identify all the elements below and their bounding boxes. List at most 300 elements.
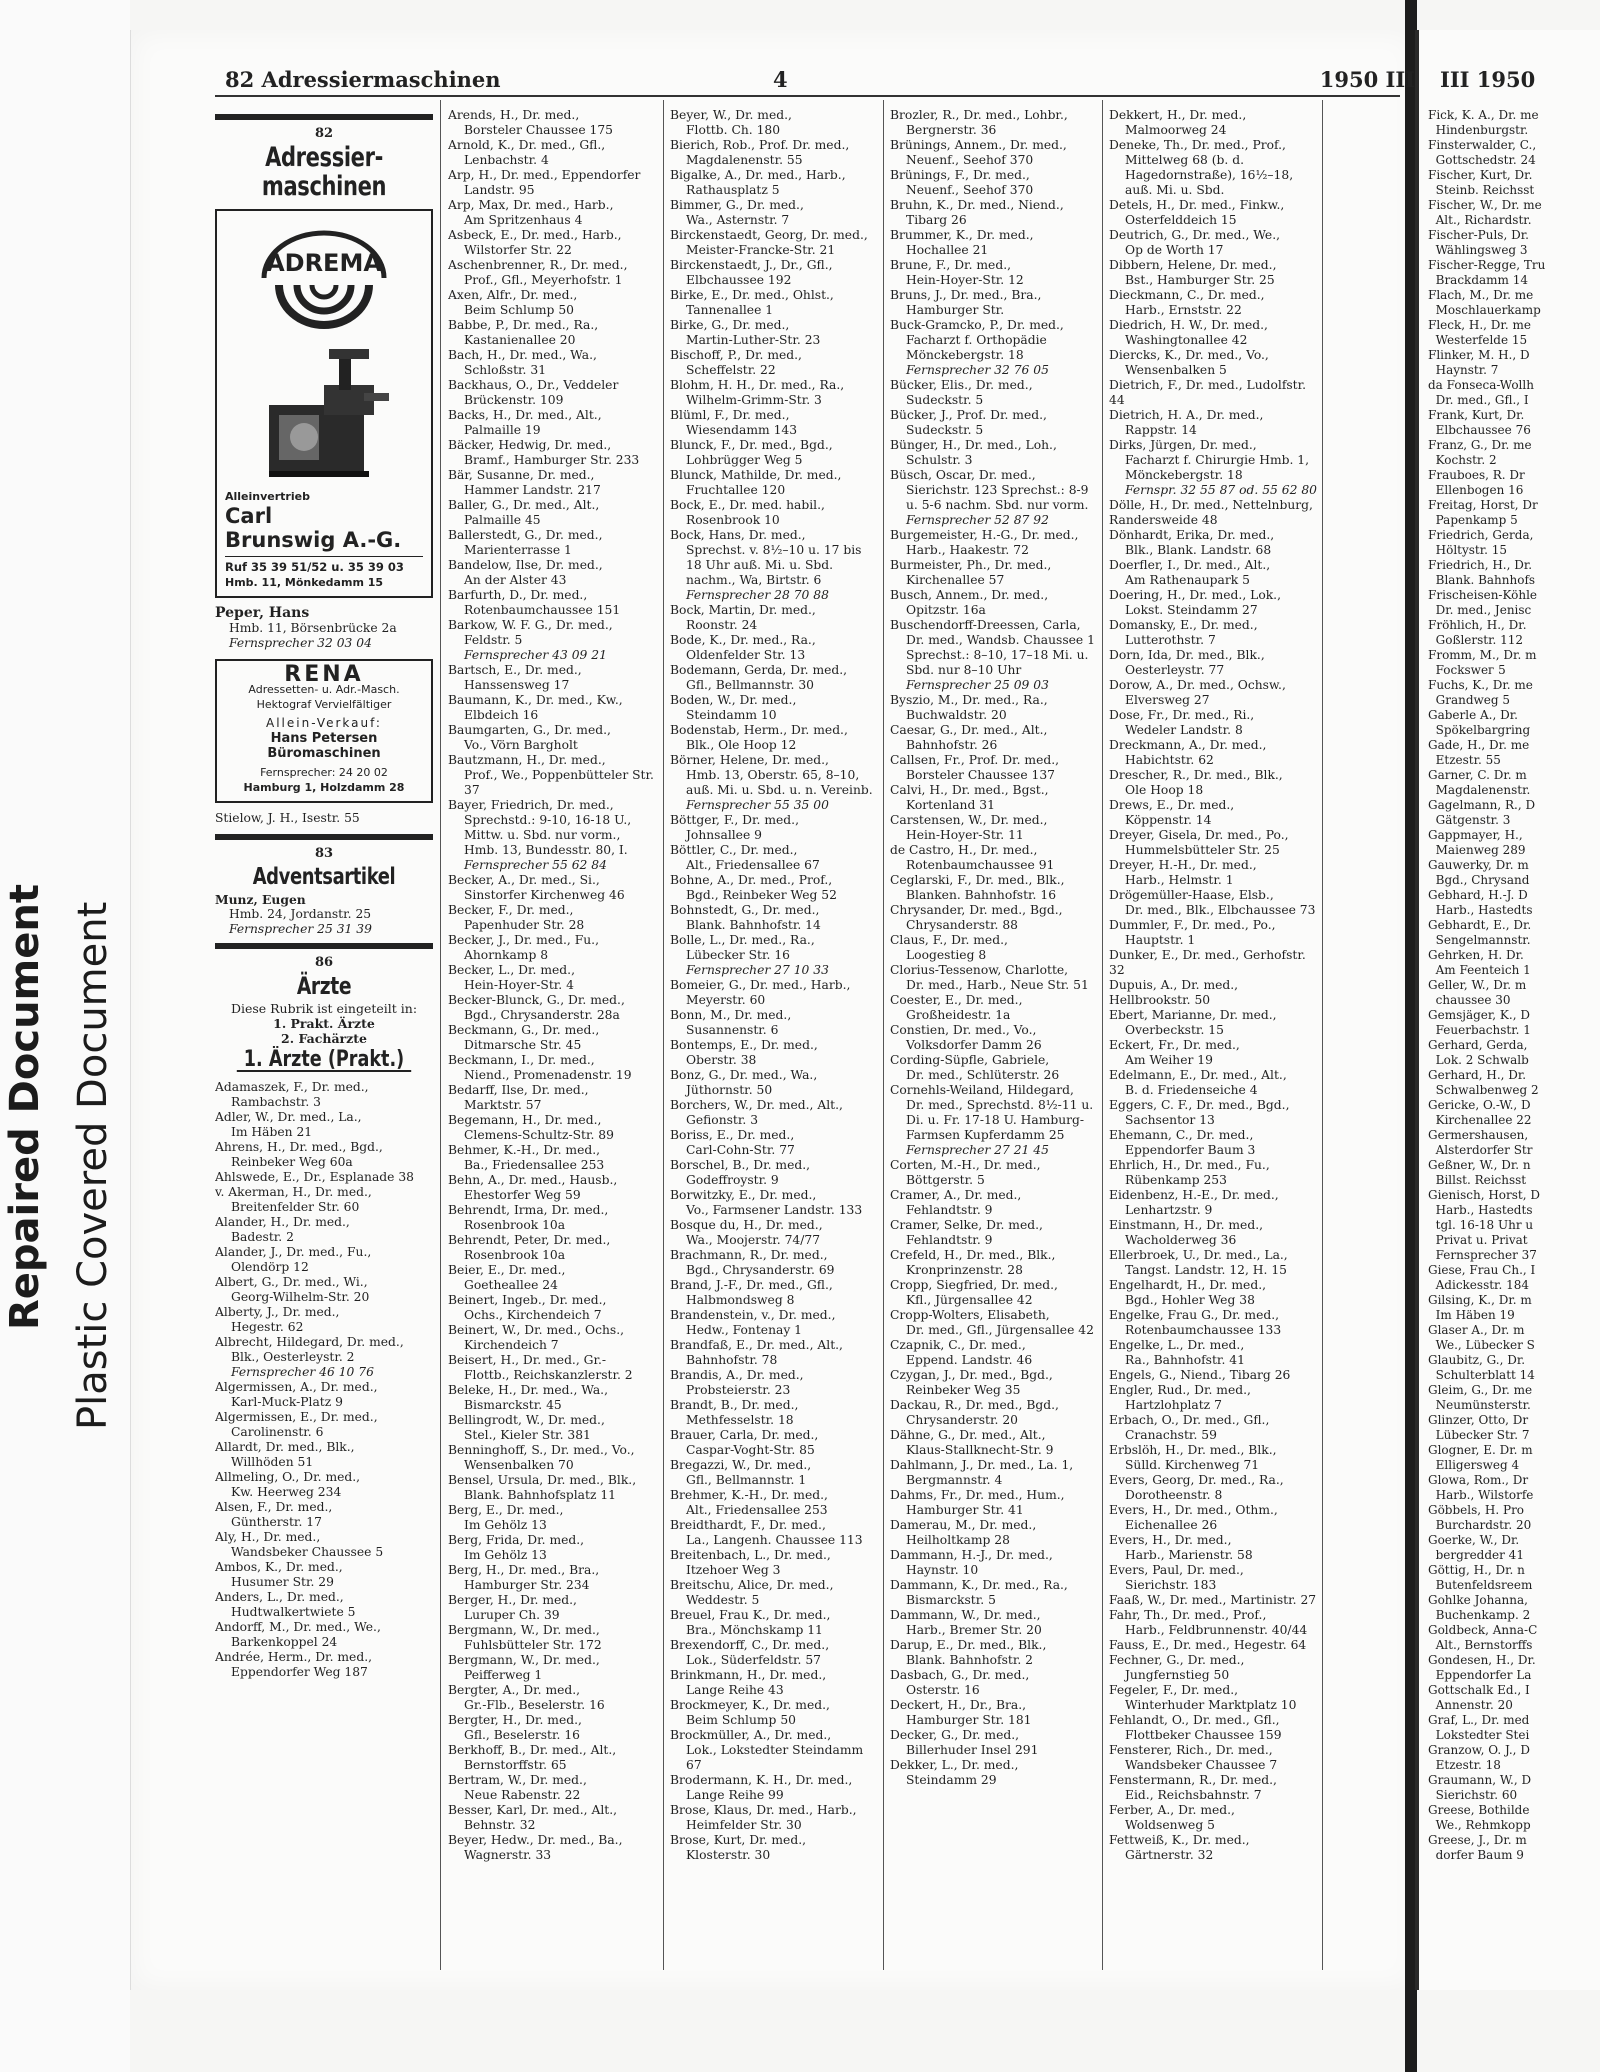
directory-entry (890, 1488, 1098, 1518)
entry-address: Bramf., Hamburger Str. 233 (464, 453, 640, 467)
directory-entry-fragment: We., Rehmkopp (1428, 1818, 1531, 1832)
entry-name: Bode, K., Dr. med., Ra., (670, 633, 816, 647)
entry-address: Carolinenstr. 6 (231, 1425, 324, 1439)
directory-entry-fragment: Goldbeck, Anna-C (1428, 1623, 1538, 1637)
directory-entry-fragment: Fick, K. A., Dr. me (1428, 108, 1539, 122)
entry-address: Dr. med., Schlüterstr. 26 (906, 1068, 1060, 1082)
directory-entry-fragment: Westerfelde 15 (1428, 333, 1528, 347)
directory-entry (890, 1143, 1098, 1158)
entry-address: Rotenbaumchaussee 133 (1125, 1323, 1282, 1337)
directory-entry-fragment: Geller, W., Dr. m (1428, 978, 1527, 992)
entry-name: Doering, H., Dr. med., Lok., (1109, 588, 1281, 602)
entry-address: Probsteierstr. 23 (686, 1383, 791, 1397)
directory-entry-fragment: Greese, J., Dr. m (1428, 1833, 1527, 1847)
entry-address: Bgd., Hohler Weg 38 (1125, 1293, 1255, 1307)
directory-entry-fragment: tgl. 16-18 Uhr u (1428, 1218, 1534, 1232)
entry-name: Bock, E., Dr. med. habil., (670, 498, 825, 512)
directory-entry (670, 438, 878, 468)
directory-entry-fragment: Eppendorfer La (1428, 1668, 1532, 1682)
directory-entry (215, 1410, 433, 1440)
directory-entry (448, 1503, 658, 1533)
entry-address: Ehestorfer Weg 59 (464, 1188, 581, 1202)
entry-name: Fernsprecher 25 09 03 (906, 678, 1049, 692)
section-82-number: 82 (314, 126, 334, 141)
entry-name: Berg, Frida, Dr. med., (448, 1533, 585, 1547)
directory-entry (448, 993, 658, 1023)
directory-entry (670, 1038, 878, 1068)
entry-address: Bahnhofstr. 78 (686, 1353, 778, 1367)
directory-entry-fragment: Gätgenstr. 3 (1428, 813, 1511, 827)
directory-entry (890, 1608, 1098, 1638)
entry-address: Cranachstr. 59 (1125, 1428, 1217, 1442)
entry-address: Lok., Lokstedter Steindamm 67 (686, 1743, 864, 1772)
directory-entry-fragment: Gauwerky, Dr. m (1428, 858, 1529, 872)
entry-name: Dammann, K., Dr. med., Ra., (890, 1578, 1068, 1592)
entry-name: Allmeling, O., Dr. med., (215, 1470, 361, 1484)
entry-address: Rosenbrook 10 (686, 513, 780, 527)
listing-name: Munz, Eugen (215, 892, 306, 907)
directory-entry (670, 1008, 878, 1038)
entry-address: Bra., Mönchskamp 11 (686, 1623, 823, 1637)
entry-name: Bellingrodt, W., Dr. med., (448, 1413, 605, 1427)
directory-entry (1109, 618, 1317, 648)
directory-entry (670, 978, 878, 1008)
directory-entry-fragment: Kirchenallee 22 (1428, 1113, 1532, 1127)
entry-name: Bergmann, W., Dr. med., (448, 1623, 600, 1637)
directory-entry (215, 1170, 433, 1185)
adrema-advertisement (215, 209, 433, 598)
directory-entry-fragment: Papenkamp 5 (1428, 513, 1518, 527)
directory-entry-fragment: Flach, M., Dr. me (1428, 288, 1534, 302)
directory-entry (448, 723, 658, 753)
entry-address: Bismarckstr. 5 (906, 1593, 996, 1607)
rena-line: Hektograf Vervielfältiger (256, 698, 392, 711)
entry-name: Dölle, H., Dr. med., Nettelnburg, Randersweide 48 (1109, 498, 1313, 527)
directory-entry (670, 228, 878, 258)
entry-address: Brückenstr. 109 (464, 393, 564, 407)
directory-entry (890, 1638, 1098, 1668)
directory-entry-fragment: Bgd., Chrysand (1428, 873, 1530, 887)
directory-entry (448, 228, 658, 258)
directory-entry (448, 648, 658, 663)
directory-entry (890, 408, 1098, 438)
directory-entry (1109, 483, 1317, 498)
entry-address: Johnsallee 9 (686, 828, 762, 842)
directory-entry-fragment: Goerke, W., Dr. (1428, 1533, 1520, 1547)
entry-name: Dieckmann, C., Dr. med., (1109, 288, 1265, 302)
entry-address: Flottb. Ch. 180 (686, 123, 781, 137)
directory-entry-fragment: Fischer, Kurt, Dr. (1428, 168, 1533, 182)
entry-address: Rübenkamp 253 (1125, 1173, 1227, 1187)
entry-address: Wilhelm-Grimm-Str. 3 (686, 393, 822, 407)
entry-name: Brexendorff, C., Dr. med., (670, 1638, 830, 1652)
entry-address: Lenbachstr. 4 (464, 153, 549, 167)
directory-entry (448, 1323, 658, 1353)
entry-name: Ahrens, H., Dr. med., Bgd., (215, 1140, 383, 1154)
entry-address: Overbeckstr. 15 (1125, 1023, 1224, 1037)
entry-address: Rotenbaumchaussee 151 (464, 603, 621, 617)
entry-name: Brauer, Carla, Dr. med., (670, 1428, 819, 1442)
section-rule (215, 943, 433, 949)
entry-address: Ochs., Kirchendeich 7 (464, 1308, 602, 1322)
directory-entry-fragment: Harb., Hastedts (1428, 1203, 1533, 1217)
entry-name: Bautzmann, H., Dr. med., (448, 753, 606, 767)
entry-name: Dreckmann, A., Dr. med., (1109, 738, 1267, 752)
entry-name: Bonn, M., Dr. med., (670, 1008, 792, 1022)
directory-entry-fragment: Ellenbogen 16 (1428, 483, 1524, 497)
listing-phone: Fernsprecher 25 31 39 (229, 922, 372, 936)
directory-entry (1109, 1188, 1317, 1218)
entry-address: Sinstorfer Kirchenweg 46 (464, 888, 625, 902)
entry-name: Bergter, H., Dr. med., (448, 1713, 582, 1727)
entry-address: Hein-Hoyer-Str. 12 (906, 273, 1024, 287)
entry-name: Engels, G., Niend., Tibarg 26 (1109, 1368, 1291, 1382)
entry-address: Harb., Haakestr. 72 (906, 543, 1029, 557)
directory-entry (448, 873, 658, 903)
directory-entry (1109, 1833, 1317, 1863)
directory-entry (670, 1728, 878, 1773)
directory-entry (670, 1188, 878, 1218)
entry-address: Ra., Bahnhofstr. 41 (1125, 1353, 1245, 1367)
entry-address: Lutterothstr. 7 (1125, 633, 1216, 647)
entry-name: Bayer, Friedrich, Dr. med., (448, 798, 614, 812)
entry-address: Prof., Gfl., Meyerhofstr. 1 (464, 273, 623, 287)
entry-address: Fehlandtstr. 9 (906, 1233, 993, 1247)
entry-name: Bodenstab, Herm., Dr. med., (670, 723, 848, 737)
entry-name: Borchers, W., Dr. med., Alt., (670, 1098, 843, 1112)
entry-name: Fechner, G., Dr. med., (1109, 1653, 1245, 1667)
directory-entry (890, 1023, 1098, 1053)
directory-entry (1109, 588, 1317, 618)
directory-entry (890, 1278, 1098, 1308)
directory-entry-fragment: Graumann, W., D (1428, 1773, 1532, 1787)
entry-name: Brachmann, R., Dr. med., (670, 1248, 828, 1262)
entry-name: Einstmann, H., Dr. med., (1109, 1218, 1264, 1232)
directory-entry (448, 258, 658, 288)
running-head (225, 67, 1415, 107)
entry-address: Wensenbalken 70 (464, 1458, 574, 1472)
entry-address: Lok., Süderfeldstr. 57 (686, 1653, 821, 1667)
entry-name: Byszio, M., Dr. med., Ra., (890, 693, 1048, 707)
entry-address: Roonstr. 24 (686, 618, 758, 632)
entry-address: Beim Schlump 50 (464, 303, 574, 317)
directory-entry (670, 963, 878, 978)
directory-entry (890, 363, 1098, 378)
entry-name: Bolle, L., Dr. med., Ra., (670, 933, 815, 947)
directory-entry (890, 783, 1098, 813)
directory-entry (1109, 1743, 1317, 1773)
entry-name: Dunker, E., Dr. med., Gerhofstr. 32 (1109, 948, 1306, 977)
directory-entry (670, 1128, 878, 1158)
directory-entry-fragment: Alt., Richardstr. (1428, 213, 1532, 227)
entry-name: Erbach, O., Dr. med., Gfl., (1109, 1413, 1270, 1427)
directory-entry (215, 1335, 433, 1365)
directory-entry-fragment: Fröhlich, H., Dr. (1428, 618, 1527, 632)
entry-name: Bontemps, E., Dr. med., (670, 1038, 818, 1052)
entry-name: Diedrich, H. W., Dr. med., (1109, 318, 1268, 332)
entry-address: Harb., Helmstr. 1 (1125, 873, 1234, 887)
running-head-right: 1950 III (1319, 67, 1415, 92)
directory-entry-fragment: Magdalenenstr. (1428, 783, 1531, 797)
entry-name: Fernsprecher 28 70 88 (686, 588, 829, 602)
directory-entry (1109, 738, 1317, 768)
entry-address: Luruper Ch. 39 (464, 1608, 560, 1622)
entry-address: Dr. med., Harb., Neue Str. 51 (906, 978, 1089, 992)
directory-entry (448, 588, 658, 618)
entry-address: Scheffelstr. 22 (686, 363, 776, 377)
directory-entry-fragment: Franz, G., Dr. me (1428, 438, 1532, 452)
directory-entry (448, 1473, 658, 1503)
directory-entry-fragment: Fuchs, K., Dr. me (1428, 678, 1533, 692)
directory-entry (670, 1803, 878, 1833)
directory-entry-fragment: Gleim, G., Dr. me (1428, 1383, 1533, 1397)
entry-name: Ambos, K., Dr. med., (215, 1560, 343, 1574)
directory-entry (215, 1245, 433, 1275)
directory-entry (890, 678, 1098, 693)
entry-name: Brandfaß, E., Dr. med., Alt., (670, 1338, 843, 1352)
directory-entry (1109, 918, 1317, 948)
entry-name: Bünger, H., Dr. med., Loh., (890, 438, 1057, 452)
entry-name: Barfurth, D., Dr. med., (448, 588, 588, 602)
entry-address: Stel., Kieler Str. 381 (464, 1428, 591, 1442)
entry-address: Dorotheenstr. 8 (1125, 1488, 1223, 1502)
entry-address: Blk., Oesterleystr. 2 (231, 1350, 355, 1364)
directory-entry-fragment: Sengelmannstr. (1428, 933, 1531, 947)
directory-entry (1109, 1008, 1317, 1038)
entry-address: Hochallee 21 (906, 243, 989, 257)
directory-entry-fragment: Finsterwalder, C., (1428, 138, 1537, 152)
section-rule (215, 834, 433, 840)
ad-vertrieb: Alleinvertrieb (225, 490, 310, 503)
directory-entry-fragment: da Fonseca-Wollh (1428, 378, 1534, 392)
entry-address: Carl-Cohn-Str. 77 (686, 1143, 795, 1157)
directory-entry (1109, 1533, 1317, 1563)
entry-name: Aly, H., Dr. med., (215, 1530, 321, 1544)
directory-entry (1109, 1098, 1317, 1128)
entry-name: Ebert, Marianne, Dr. med., (1109, 1008, 1277, 1022)
directory-entry-fragment: Billst. Reichsst (1428, 1173, 1527, 1187)
entry-name: Brandenstein, v., Dr. med., (670, 1308, 836, 1322)
directory-entry-fragment: Etzestr. 18 (1428, 1758, 1501, 1772)
entry-address: Oberstr. 38 (686, 1053, 757, 1067)
entry-name: Diercks, K., Dr. med., Vo., (1109, 348, 1269, 362)
entry-address: Kfl., Jürgensallee 42 (906, 1293, 1033, 1307)
directory-entry-fragment: Gottschedstr. 24 (1428, 153, 1536, 167)
entry-list (1109, 108, 1317, 1863)
entry-name: Brockmüller, A., Dr. med., (670, 1728, 832, 1742)
entry-name: Becker, L., Dr. med., (448, 963, 575, 977)
entry-name: Fernspr. 32 55 87 od. 55 62 80 (1125, 483, 1317, 497)
directory-entry-fragment: Fischer-Puls, Dr. (1428, 228, 1529, 242)
entry-name: Engler, Rud., Dr. med., (1109, 1383, 1251, 1397)
entry-address: Tannenallee 1 (686, 303, 774, 317)
entry-address: Itzehoer Weg 3 (686, 1563, 781, 1577)
directory-entry (1109, 948, 1317, 978)
directory-entry (215, 1080, 433, 1110)
adrema-logo-icon (249, 223, 399, 333)
column-2 (448, 108, 658, 1988)
entry-address: Rambachstr. 3 (231, 1095, 321, 1109)
directory-entry-fragment: Gerhard, H., Dr. (1428, 1068, 1527, 1082)
directory-entry-fragment: bergredder 41 (1428, 1548, 1524, 1562)
directory-entry (448, 1683, 658, 1713)
listing-address: Hmb. 11, Börsenbrücke 2a (229, 621, 397, 635)
entry-address: Feldstr. 5 (464, 633, 523, 647)
entry-list (890, 108, 1098, 1788)
directory-entry (890, 228, 1098, 258)
directory-entry (890, 258, 1098, 288)
directory-entry-fragment: Alsterdorfer Str (1428, 1143, 1533, 1157)
directory-entry (1109, 378, 1317, 408)
directory-entry (670, 408, 878, 438)
entry-name: Andrée, Herm., Dr. med., (215, 1650, 373, 1664)
directory-entry-fragment: Glogner, E. Dr. m (1428, 1443, 1533, 1457)
entry-address: Weddestr. 5 (686, 1593, 760, 1607)
directory-entry (1109, 648, 1317, 678)
entry-address: Neue Rabenstr. 22 (464, 1788, 581, 1802)
adjacent-column (1428, 108, 1600, 1988)
entry-address: Eichenallee 26 (1125, 1518, 1218, 1532)
directory-entry (670, 588, 878, 603)
directory-entry (890, 933, 1098, 963)
entry-address: Sachsentor 13 (1125, 1113, 1215, 1127)
directory-entry-fragment: Elligersweg 4 (1428, 1458, 1520, 1472)
entry-address: Sprechstd.: 9-10, 16-18 U., Mittw. u. Sbd. nur vorm., Hmb. 13, Bundesstr. 80, I. (464, 813, 632, 857)
directory-entry (890, 1668, 1098, 1698)
entry-address: Rathausplatz 5 (686, 183, 780, 197)
entry-address: Borsteler Chaussee 137 (906, 768, 1055, 782)
directory-entry (670, 348, 878, 378)
entry-name: Brose, Kurt, Dr. med., (670, 1833, 807, 1847)
section-83-title: Adventsartikel (252, 864, 396, 890)
entry-address: Reinbeker Weg 60a (231, 1155, 353, 1169)
entry-address: An der Alster 43 (464, 573, 567, 587)
entry-name: Caesar, G., Dr. med., Alt., (890, 723, 1048, 737)
entry-name: Dahms, Fr., Dr. med., Hum., (890, 1488, 1065, 1502)
entry-address: Hein-Hoyer-Str. 4 (464, 978, 574, 992)
entry-address: Güntherstr. 17 (231, 1515, 322, 1529)
section-86-number: 86 (314, 955, 334, 970)
directory-entry (890, 1698, 1098, 1728)
directory-entry (1109, 1338, 1317, 1368)
entry-name: Brozler, R., Dr. med., Lohbr., (890, 108, 1068, 122)
entry-name: Beyer, W., Dr. med., (670, 108, 792, 122)
entry-name: Bartsch, E., Dr. med., (448, 663, 582, 677)
directory-entry (890, 1158, 1098, 1188)
entry-address: Karl-Muck-Platz 9 (231, 1395, 343, 1409)
entry-name: Bücker, Elis., Dr. med., (890, 378, 1033, 392)
directory-entry (890, 1458, 1098, 1488)
entry-address: Wacholderweg 36 (1125, 1233, 1237, 1247)
entry-address: Gr.-Flb., Beselerstr. 16 (464, 1698, 605, 1712)
directory-entry (890, 468, 1098, 513)
entry-name: Bach, H., Dr. med., Wa., (448, 348, 597, 362)
entry-name: Brehmer, K.-H., Dr. med., (670, 1488, 828, 1502)
entry-name: de Castro, H., Dr. med., (890, 843, 1038, 857)
entry-address: Dr. med., Blk., Elbchaussee 73 (1125, 903, 1316, 917)
directory-entry (670, 1578, 878, 1608)
entry-address: Dr. med., Gfl., Jürgensallee 42 (906, 1323, 1094, 1337)
entry-address: Jungfernstieg 50 (1125, 1668, 1230, 1682)
directory-entry-fragment: Göttig, H., Dr. n (1428, 1563, 1525, 1577)
entry-address: Hummelsbütteler Str. 25 (1125, 843, 1280, 857)
entry-address: Barkenkoppel 24 (231, 1635, 338, 1649)
entry-address: Steindamm 29 (906, 1773, 997, 1787)
entry-address: Mittelweg 68 (b. d. Hagedornstraße), 16½–18, auß. Mi. u. Sbd. (1125, 153, 1294, 197)
entry-name: Anders, L., Dr. med., (215, 1590, 344, 1604)
entry-name: Ferber, A., Dr. med., (1109, 1803, 1235, 1817)
entry-name: Bonz, G., Dr. med., Wa., (670, 1068, 818, 1082)
entry-address: Malmoorweg 24 (1125, 123, 1227, 137)
directory-entry (1109, 1158, 1317, 1188)
directory-entry (670, 933, 878, 963)
entry-name: Bergmann, W., Dr. med., (448, 1653, 600, 1667)
entry-address: Billerhuder Insel 291 (906, 1743, 1039, 1757)
directory-entry (448, 858, 658, 873)
entry-name: Birke, G., Dr. med., (670, 318, 790, 332)
directory-entry (448, 1053, 658, 1083)
entry-name: Breuel, Frau K., Dr. med., (670, 1608, 831, 1622)
entry-address: Bismarckstr. 45 (464, 1398, 562, 1412)
entry-name: Büsch, Oscar, Dr. med., (890, 468, 1036, 482)
entry-address: Elbdeich 16 (464, 708, 539, 722)
entry-address: Im Gehölz 13 (464, 1518, 547, 1532)
entry-address: Goetheallee 24 (464, 1278, 558, 1292)
entry-address: Vo., Vörn Bargholt (464, 738, 578, 752)
entry-address: Bergmannstr. 4 (906, 1473, 1003, 1487)
directory-entry (448, 528, 658, 558)
entry-name: Bimmer, G., Dr. med., (670, 198, 804, 212)
column-rule (663, 100, 664, 1970)
listing-address: Hmb. 24, Jordanstr. 25 (229, 907, 372, 921)
entry-address: Schulstr. 3 (906, 453, 973, 467)
directory-entry (448, 408, 658, 438)
entry-name: Fahr, Th., Dr. med., Prof., (1109, 1608, 1267, 1622)
entry-name: Bruns, J., Dr. med., Bra., (890, 288, 1042, 302)
entry-address: Hauptstr. 1 (1125, 933, 1196, 947)
directory-entry-fragment: Etzestr. 55 (1428, 753, 1501, 767)
directory-entry (890, 813, 1098, 843)
entry-address: Ditmarsche Str. 45 (464, 1038, 582, 1052)
entry-address: Sierichstr. 183 (1125, 1578, 1217, 1592)
entry-name: Birke, E., Dr. med., Ohlst., (670, 288, 834, 302)
entry-name: Begemann, H., Dr. med., (448, 1113, 602, 1127)
entry-address: Ole Hoop 18 (1125, 783, 1204, 797)
entry-name: Coester, E., Dr. med., (890, 993, 1023, 1007)
column-rule (440, 100, 441, 1970)
entry-name: Erbslöh, H., Dr. med., Blk., (1109, 1443, 1277, 1457)
entry-name: Backhaus, O., Dr., Veddeler (448, 378, 619, 392)
entry-name: Algermissen, A., Dr. med., (215, 1380, 378, 1394)
entry-name: Fenstermann, R., Dr. med., (1109, 1773, 1277, 1787)
directory-entry (448, 1533, 658, 1563)
entry-address: Bahnhofstr. 26 (906, 738, 998, 752)
entry-address: Eid., Reichsbahnstr. 7 (1125, 1788, 1262, 1802)
directory-entry (670, 693, 878, 723)
entry-name: Alberty, J., Dr. med., (215, 1305, 340, 1319)
entry-name: Beyer, Hedw., Dr. med., Ba., (448, 1833, 623, 1847)
rena-line: Hamburg 1, Holzdamm 28 (243, 781, 405, 794)
directory-entry (890, 618, 1098, 678)
directory-entry-fragment: Freitag, Horst, Dr (1428, 498, 1538, 512)
entry-address: Schloßstr. 31 (464, 363, 547, 377)
directory-entry (670, 1248, 878, 1278)
directory-entry (670, 258, 878, 288)
directory-entry-fragment: Brackdamm 14 (1428, 273, 1529, 287)
entry-name: Fernsprecher 46 10 76 (231, 1365, 374, 1379)
entry-name: Cornehls-Weiland, Hildegard, (890, 1083, 1074, 1097)
entry-address: Buchwaldstr. 20 (906, 708, 1007, 722)
